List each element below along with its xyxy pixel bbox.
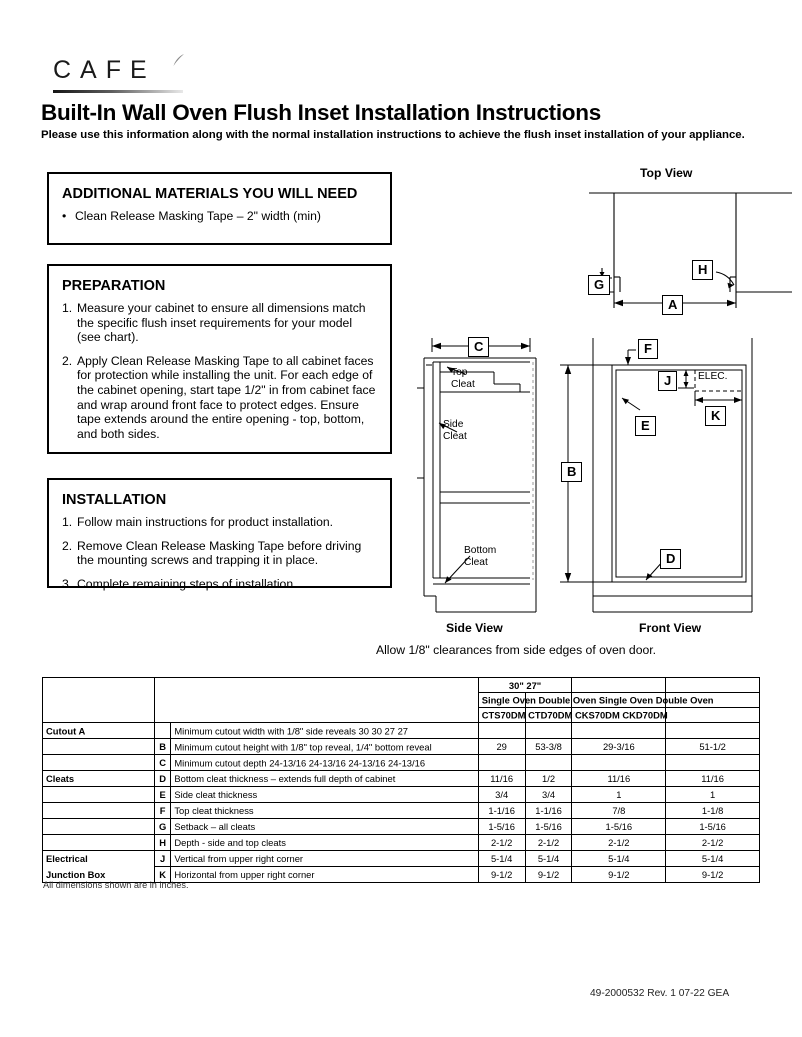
row-key-j: J [154, 851, 171, 867]
header-size-blank-2 [666, 678, 760, 693]
callout-d: D [660, 549, 681, 569]
row-group-h [43, 835, 155, 851]
row-group-e [43, 787, 155, 803]
row-f-val-3: 7/8 [572, 803, 666, 819]
table-row [43, 771, 760, 787]
row-key-k: K [154, 867, 171, 883]
side-cleat-label [443, 419, 467, 442]
row-k-val-3: 9-1/2 [572, 867, 666, 883]
callout-g: G [588, 275, 610, 295]
row-b-val-4: 51-1/2 [666, 739, 760, 755]
row-group-electrical: Electrical [43, 851, 155, 867]
step-number: 1. [62, 515, 73, 529]
row-desc-h: Depth - side and top cleats [171, 835, 478, 851]
page-title: Built-In Wall Oven Flush Inset Installation Instructions [41, 100, 601, 125]
row-a-val-3 [572, 723, 666, 739]
row-a-val-1 [478, 723, 525, 739]
row-desc-e: Side cleat thickness [171, 787, 478, 803]
table-row [43, 803, 760, 819]
row-group-cutout [43, 723, 155, 739]
row-c-val-2 [525, 755, 572, 771]
row-f-val-2: 1-1/16 [525, 803, 572, 819]
bottom-cleat-label-line2: Cleat [464, 556, 488, 568]
row-a-val-4 [666, 723, 760, 739]
row-k-val-2: 9-1/2 [525, 867, 572, 883]
row-desc-b-text: Minimum cutout height with 1/8" top reveal, 1/4" bottom reveal [174, 741, 432, 752]
table-footnote: All dimensions shown are in inches. [43, 880, 189, 890]
table-header-size-row [43, 678, 760, 693]
top-cleat-label-line2: Cleat [451, 378, 475, 390]
step-text: Remove Clean Release Masking Tape before driving the mounting screws and trapping it in place. [77, 538, 362, 568]
row-j-val-4: 5-1/4 [666, 851, 760, 867]
row-k-val-4: 9-1/2 [666, 867, 760, 883]
table-row [43, 851, 760, 867]
step-text: Follow main instructions for product installation. [77, 515, 334, 529]
callout-k: K [705, 406, 726, 426]
header-size-blank-1 [572, 678, 666, 693]
header-model-cell-4 [666, 708, 760, 723]
row-h-val-4: 2-1/2 [666, 835, 760, 851]
callout-h: H [692, 260, 713, 280]
row-group-c [43, 755, 155, 771]
row-c-val-4 [666, 755, 760, 771]
table-header-model-row [43, 708, 760, 723]
table-row [43, 739, 760, 755]
top-cleat-label [451, 367, 475, 390]
callout-b: B [561, 462, 582, 482]
row-desc-a-text: Minimum cutout width with 1/8" side reveals 30 30 27 27 [174, 725, 409, 736]
bottom-cleat-label-line1: Bottom [464, 545, 497, 556]
top-cleat-label-line1: Top [451, 367, 468, 378]
row-f-val-4: 1-1/8 [666, 803, 760, 819]
header-spacer-key-2 [154, 693, 171, 708]
step-number: 2. [62, 538, 73, 553]
row-d-val-1: 11/16 [478, 771, 525, 787]
row-key-d: D [154, 771, 171, 787]
row-group-f [43, 803, 155, 819]
header-types-text: Single Oven Double Oven Single Oven Double Oven [481, 694, 714, 706]
step-number: 2. [62, 353, 73, 368]
document-footer: 49-2000532 Rev. 1 07-22 GEA [590, 988, 730, 999]
callout-j: J [658, 371, 677, 391]
side-cleat-label-line2: Cleat [443, 430, 467, 442]
row-desc-c [171, 755, 478, 771]
row-c-val-1 [478, 755, 525, 771]
row-d-val-3: 11/16 [572, 771, 666, 787]
row-d-val-2: 1/2 [525, 771, 572, 787]
row-j-val-2: 5-1/4 [525, 851, 572, 867]
header-spacer-key-3 [154, 708, 171, 723]
header-spacer-group [43, 678, 155, 693]
side-view-title: Side View [446, 621, 503, 635]
row-k-val-1: 9-1/2 [478, 867, 525, 883]
row-e-val-2: 3/4 [525, 787, 572, 803]
row-group-cleats: Cleats [43, 771, 155, 787]
step-number: 3. [62, 576, 73, 591]
row-key-b: B [154, 739, 171, 755]
row-key-f: F [154, 803, 171, 819]
elec-label: ELEC. [698, 371, 728, 382]
row-desc-f: Top cleat thickness [171, 803, 478, 819]
row-j-val-1: 5-1/4 [478, 851, 525, 867]
row-key-c: C [154, 755, 171, 771]
additional-materials-heading: ADDITIONAL MATERIALS YOU WILL NEED [62, 186, 358, 202]
header-spacer-desc-3 [171, 708, 478, 723]
row-h-val-2: 2-1/2 [525, 835, 572, 851]
row-g-val-1: 1-5/16 [478, 819, 525, 835]
row-desc-k: Horizontal from upper right corner [171, 867, 478, 883]
row-group-b [43, 739, 155, 755]
row-g-val-3: 1-5/16 [572, 819, 666, 835]
preparation-heading: PREPARATION [62, 278, 166, 294]
row-desc-b [171, 739, 478, 755]
callout-c: C [468, 337, 489, 357]
callout-a: A [662, 295, 683, 315]
row-e-val-4: 1 [666, 787, 760, 803]
row-group-g [43, 819, 155, 835]
header-models-text: CTS70DM CTD70DM CKS70DM CKD70DM [481, 709, 668, 721]
step-text: Measure your cabinet to ensure all dimensions match the specific flush inset requirements for your model (see chart). [77, 301, 366, 345]
row-a-val-2 [525, 723, 572, 739]
row-h-val-3: 2-1/2 [572, 835, 666, 851]
row-e-val-3: 1 [572, 787, 666, 803]
row-j-val-3: 5-1/4 [572, 851, 666, 867]
row-key-a [154, 723, 171, 739]
table-row [43, 755, 760, 771]
bottom-cleat-label [464, 545, 496, 568]
front-view-title: Front View [639, 621, 702, 635]
header-spacer-group-2 [43, 693, 155, 708]
specifications-table [42, 677, 760, 883]
table-row [43, 723, 760, 739]
row-g-val-2: 1-5/16 [525, 819, 572, 835]
table-row [43, 787, 760, 803]
row-desc-a [171, 723, 478, 739]
row-b-val-1: 29 [478, 739, 525, 755]
header-spacer-desc-2 [171, 693, 478, 708]
header-spacer-key [154, 678, 171, 693]
row-key-e: E [154, 787, 171, 803]
row-desc-g: Setback – all cleats [171, 819, 478, 835]
row-c-val-3 [572, 755, 666, 771]
row-f-val-1: 1-1/16 [478, 803, 525, 819]
table-row [43, 835, 760, 851]
row-group-junction-box: Junction Box [43, 867, 155, 883]
row-h-val-1: 2-1/2 [478, 835, 525, 851]
installation-heading: INSTALLATION [62, 492, 167, 508]
row-d-val-4: 11/16 [666, 771, 760, 787]
brand-name: CAFE [53, 56, 156, 84]
clearance-note: Allow 1/8" clearances from side edges of oven door. [375, 643, 657, 657]
row-g-val-4: 1-5/16 [666, 819, 760, 835]
step-text: Apply Clean Release Masking Tape to all cabinet faces for protection while installing the unit. For each edge of the cabinet opening, start tape 1/2" in from cabinet face and wrap around front face to protect edges. Ensure tape extends around the entire opening - top, bottom, and both sides. [77, 353, 376, 441]
step-number: 1. [62, 301, 73, 315]
callout-f: F [638, 339, 658, 359]
step-text: Complete remaining steps of installation. [77, 576, 297, 591]
table-row [43, 819, 760, 835]
row-key-g: G [154, 819, 171, 835]
row-e-val-1: 3/4 [478, 787, 525, 803]
row-group-cutout-text: Cutout A [46, 725, 86, 736]
header-spacer-group-3 [43, 708, 155, 723]
row-desc-j: Vertical from upper right corner [171, 851, 478, 867]
page-subtitle: Please use this information along with the normal installation instructions to achieve the flush inset installation of your appliance. [41, 129, 745, 141]
table-header-type-row [43, 693, 760, 708]
header-size: 30" 27" [478, 678, 572, 693]
row-desc-d: Bottom cleat thickness – extends full depth of cabinet [171, 771, 478, 787]
header-type-overflow-cell [478, 693, 714, 708]
materials-bullet-text: Clean Release Masking Tape – 2" width (min) [75, 209, 321, 223]
row-b-val-2: 53-3/8 [525, 739, 572, 755]
top-view-title: Top View [640, 166, 693, 180]
row-b-val-3: 29-3/16 [572, 739, 666, 755]
callout-e: E [635, 416, 656, 436]
bullet-icon: • [62, 209, 67, 223]
side-cleat-label-line1: Side [443, 419, 464, 430]
row-desc-c-text: Minimum cutout depth 24-13/16 24-13/16 24-13/16 24-13/16 [174, 757, 426, 768]
row-key-h: H [154, 835, 171, 851]
header-spacer-desc [171, 678, 478, 693]
header-model-overflow-cell [478, 708, 668, 723]
